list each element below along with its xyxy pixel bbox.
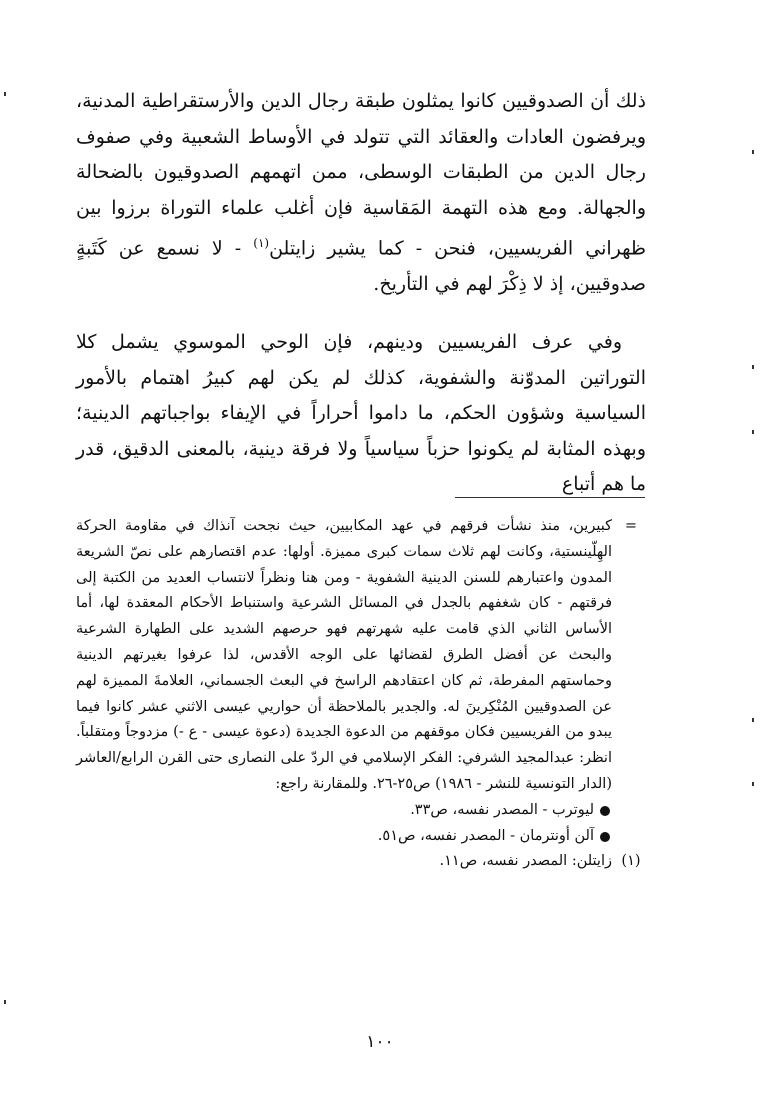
bullet-text-1: ليوترب - المصدر نفسه، ص٣٣. bbox=[410, 801, 594, 818]
paragraph-1-end: - لا نسمع عن كَتَبةٍ صدوقيين، إذ لا ذِكْرَ لهم في التأريخ. bbox=[76, 237, 646, 295]
footnote-1 bbox=[76, 849, 646, 875]
footnote-1-marker: (١) bbox=[621, 853, 641, 870]
scan-edge-mark bbox=[4, 92, 6, 96]
bullet-dot-icon bbox=[600, 806, 610, 816]
scan-edge-mark bbox=[752, 430, 754, 434]
paragraph-2: وفي عرف الفريسيين ودينهم، فإن الوحي الموسوي يشمل كلا التوراتين المدوّنة والشفوية، كذلك لم يكن لهم كبيرُ اهتمام بالأمور السياسية وشؤون الحكم، ما داموا أحراراً في الإيفاء بواجباتهم الدينية؛ وبهذه المثابة لم يكونوا حزباً سياسياً ولا فرقة دينية، بالمعنى الدقيق، قدر ما هم أتباع bbox=[76, 331, 646, 496]
scan-edge-mark bbox=[752, 718, 754, 722]
continuation-text: كبيرين، منذ نشأت فرقهم في عهد المكابيين، حيث نجحت آنذاك في مقاومة الحركة الهِلّينستية، وكانت لهم ثلاث سمات كبرى مميزة. أولها: عدم اقتصارهم على نصّ الشريعة المدون واعتبارهم للسنن الدينية الشفوية - ومن هنا ونظراً لانتساب العديد من الكتبة إلى فرقتهم - كان شغفهم بالجدل في المسائل الشرعية واستنباط الأحكام المعقدة لها، أما الأساس الثاني الذي قامت عليه شهرتهم فهو حرصهم الشديد على الطهارة الشرعية والبحث عن أفضل الطرق لقضائها على الوجه الأقدس، لذا عرفوا بغيرتهم الدينية وحماستهم المفرطة، ثم كان اعتقادهم الراسخ في البعث الجسماني، العلامةَ المميزة لهم عن الصدوقيين المُنْكِرينَ له. والجدير بالملاحظة أن حواريي عيسى الاثني عشر كانوا فيما يبدو من الفريسيين فكان موقفهم من الدعوة الجديدة (دعوة عيسى - ع -) مزدوجاً ومتقلباً. انظر: عبدالمجيد الشرفي: الفكر الإسلامي في الردّ على النصارى حتى القرن الرابع/العاشر (الدار التونسية للنشر - ١٩٨٦) ص٢٥-٢٦. وللمقارنة راجع: bbox=[76, 518, 612, 792]
footnote-continuation bbox=[76, 514, 646, 798]
scan-edge-mark bbox=[4, 1000, 6, 1004]
scan-edge-mark bbox=[752, 365, 754, 369]
footnote-reference: (١) bbox=[253, 236, 270, 250]
footnotes bbox=[76, 514, 646, 875]
footnote-1-text: زايتلن: المصدر نفسه، ص١١. bbox=[439, 853, 612, 870]
continuation-marker: = bbox=[624, 518, 638, 534]
scan-edge-mark bbox=[752, 782, 754, 786]
bullet-item-2 bbox=[76, 824, 646, 850]
footnote-divider bbox=[455, 497, 645, 498]
paragraph-1 bbox=[76, 84, 646, 302]
scan-edge-mark bbox=[752, 150, 754, 154]
bullet-item-1 bbox=[76, 798, 646, 824]
page-number: ١٠٠ bbox=[366, 1032, 394, 1052]
paragraph-1-text: ذلك أن الصدوقيين كانوا يمثلون طبقة رجال الدين والأرستقراطية المدنية، ويرفضون العادات والعقائد التي تتولد في الأوساط الشعبية وفي صفوف رجال الدين من الطبقات الوسطى، ممن اتهمهم الصدوقيون بالضحالة والجهالة. ومع هذه التهمة المَقاسية فإن أغلب علماء التوراة برزوا بين ظهراني الفريسيين، فنحن - كما يشير زايتلن bbox=[76, 90, 646, 260]
main-text bbox=[76, 84, 646, 503]
bullet-dot-icon bbox=[600, 832, 610, 842]
bullet-text-2: آلن أونترمان - المصدر نفسه، ص٥١. bbox=[377, 827, 594, 844]
